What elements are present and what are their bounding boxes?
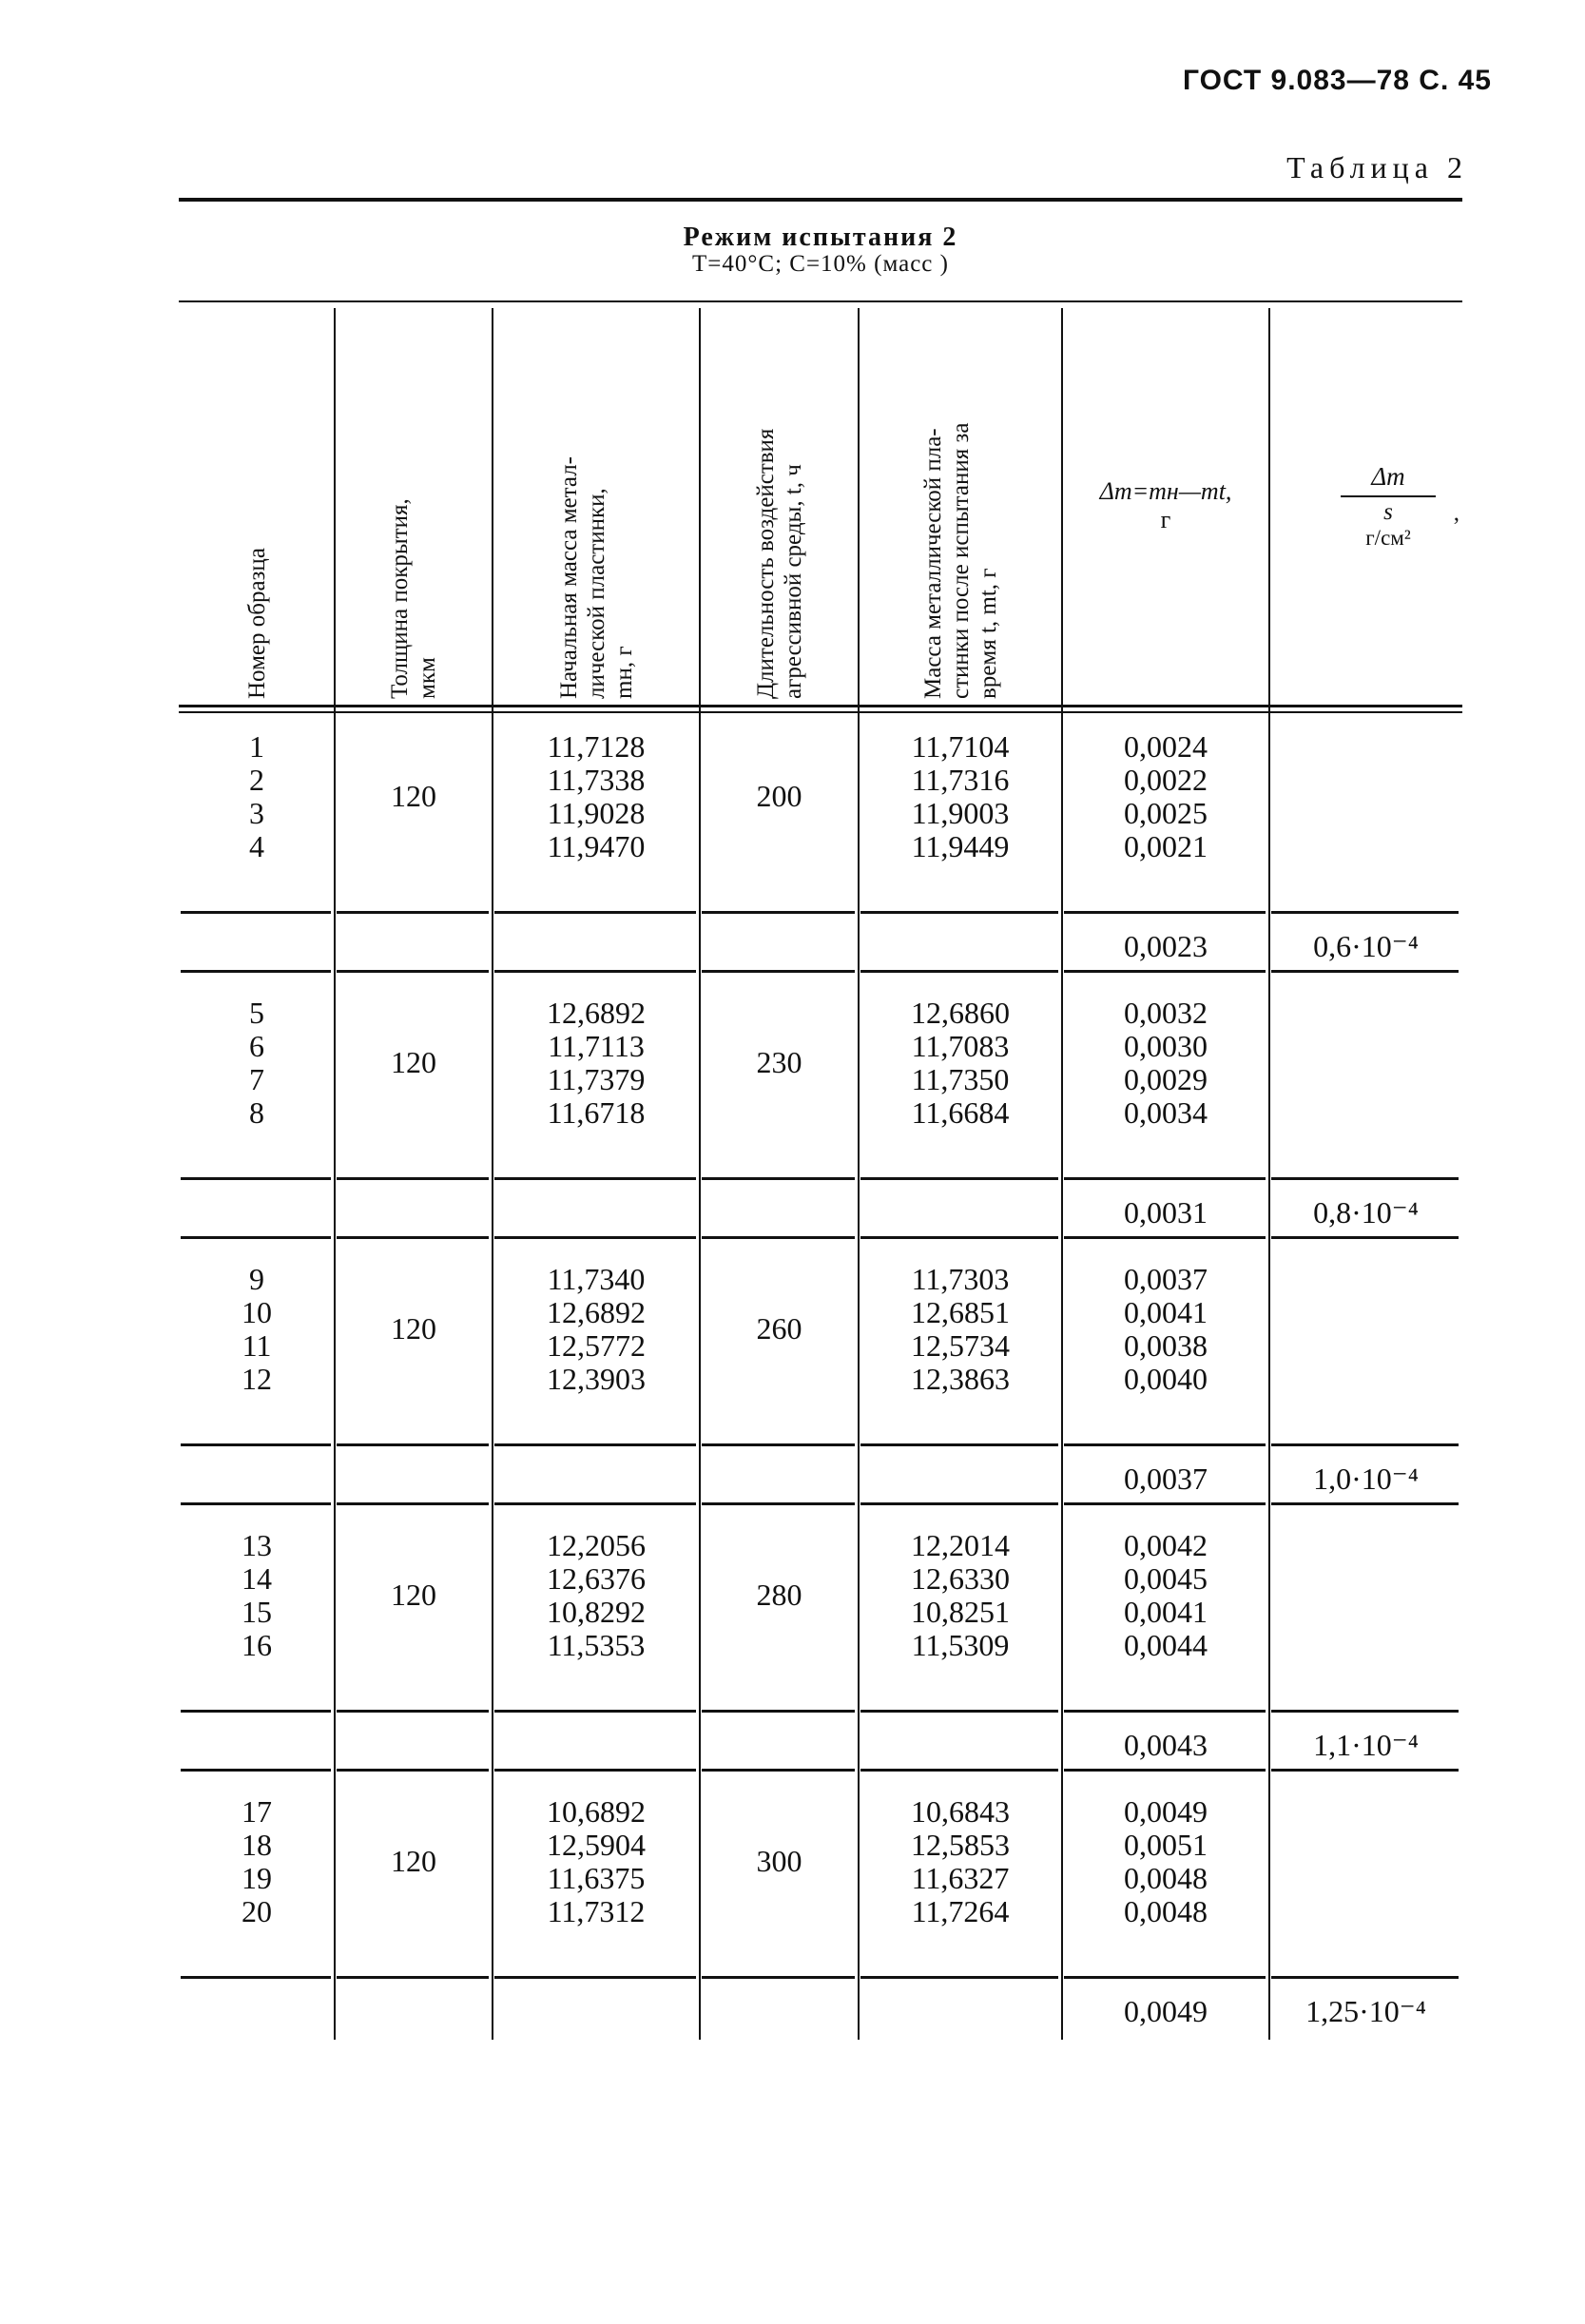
avg-rule: [337, 970, 489, 973]
group-rule: [1271, 1443, 1459, 1446]
header-specific-mass-loss: [1317, 462, 1459, 551]
exposure-duration: 260: [756, 1311, 802, 1346]
top-rule: [179, 198, 1462, 202]
avg-rule: [337, 1236, 489, 1239]
initial-mass: 11,9470: [547, 829, 646, 863]
mode-title: Режим испытания 2: [683, 223, 958, 252]
header-initial-mass: [555, 456, 638, 699]
initial-mass: 10,8292: [547, 1595, 646, 1629]
header-ratio-numerator: Δm: [1371, 462, 1405, 491]
sample-number: 9: [249, 1262, 264, 1296]
avg-rule: [1064, 1769, 1266, 1772]
group-rule: [1271, 911, 1459, 914]
mass-after-test: 10,6843: [911, 1794, 1010, 1829]
group-rule: [494, 1710, 696, 1713]
group-rule: [1064, 911, 1266, 914]
header-exposure-duration-line: Длительность воздействия: [752, 428, 779, 699]
group-rule: [860, 1177, 1058, 1180]
exposure-duration: 300: [756, 1844, 802, 1878]
sample-number: 11: [242, 1328, 272, 1363]
coating-thickness: 120: [391, 779, 436, 813]
mass-loss: 0,0048: [1124, 1894, 1208, 1928]
specific-mass-loss: 0,6·10⁻⁴: [1313, 929, 1419, 963]
mass-after-test: 11,9449: [911, 829, 1010, 863]
mass-loss: 0,0042: [1124, 1528, 1208, 1562]
mass-after-test: 10,8251: [911, 1595, 1010, 1629]
avg-rule: [181, 1502, 331, 1505]
avg-rule: [702, 1769, 855, 1772]
mass-loss-average: 0,0049: [1124, 1994, 1208, 2028]
initial-mass: 12,2056: [547, 1528, 646, 1562]
avg-rule: [181, 1236, 331, 1239]
mass-loss-average: 0,0031: [1124, 1195, 1208, 1230]
avg-rule: [181, 1769, 331, 1772]
header-mass-after-test-line: время t, mt, г: [975, 568, 1001, 699]
mass-loss: 0,0032: [1124, 996, 1208, 1030]
column-divider: [334, 308, 336, 2040]
initial-mass: 11,6718: [547, 1095, 646, 1130]
avg-rule: [181, 970, 331, 973]
header-coating-thickness-line: мкм: [415, 657, 440, 699]
group-rule: [702, 1177, 855, 1180]
group-rule: [494, 1976, 696, 1979]
initial-mass: 11,7128: [547, 729, 646, 764]
mass-after-test: 11,5309: [911, 1628, 1010, 1662]
group-rule: [337, 1976, 489, 1979]
avg-rule: [494, 1769, 696, 1772]
avg-rule: [1271, 1769, 1459, 1772]
page-header: ГОСТ 9.083—78 С. 45: [1182, 65, 1492, 96]
mass-loss: 0,0049: [1124, 1794, 1208, 1829]
mass-loss: 0,0021: [1124, 829, 1208, 863]
avg-rule: [860, 1502, 1058, 1505]
header-sample-number: Номер образца: [243, 548, 270, 699]
sample-number: 20: [242, 1894, 272, 1928]
group-rule: [1271, 1177, 1459, 1180]
header-mass-after-test-line: Масса металлической пла-: [919, 428, 946, 699]
sample-number: 2: [249, 763, 264, 797]
header-mass-loss: [1062, 477, 1269, 534]
mass-loss: 0,0045: [1124, 1561, 1208, 1596]
group-rule: [1271, 1976, 1459, 1979]
avg-rule: [494, 1236, 696, 1239]
sample-number: 16: [242, 1628, 272, 1662]
header-initial-mass-line: лической пластинки,: [583, 488, 609, 699]
initial-mass: 11,6375: [547, 1861, 646, 1895]
specific-mass-loss: 0,8·10⁻⁴: [1313, 1195, 1419, 1230]
mass-loss-average: 0,0043: [1124, 1728, 1208, 1762]
column-divider: [858, 308, 860, 2040]
sample-number: 17: [242, 1794, 272, 1829]
sample-number: 19: [242, 1861, 272, 1895]
group-rule: [494, 1177, 696, 1180]
avg-rule: [702, 1236, 855, 1239]
sample-number: 13: [242, 1528, 272, 1562]
fraction-bar: [1341, 495, 1436, 497]
mass-after-test: 12,5734: [911, 1328, 1010, 1363]
mass-loss-average: 0,0037: [1124, 1462, 1208, 1496]
group-rule: [1271, 1710, 1459, 1713]
group-rule: [337, 1710, 489, 1713]
mass-loss: 0,0029: [1124, 1062, 1208, 1096]
initial-mass: 10,6892: [547, 1794, 646, 1829]
initial-mass: 12,6892: [547, 996, 646, 1030]
mass-after-test: 12,6851: [911, 1295, 1010, 1329]
group-rule: [181, 1443, 331, 1446]
column-divider: [1061, 308, 1063, 2040]
sample-number: 18: [242, 1828, 272, 1862]
header-exposure-duration: [752, 429, 807, 699]
initial-mass: 12,5904: [547, 1828, 646, 1862]
mass-loss: 0,0025: [1124, 796, 1208, 830]
group-rule: [702, 1976, 855, 1979]
coating-thickness: 120: [391, 1578, 436, 1612]
mass-after-test: 12,6330: [911, 1561, 1010, 1596]
avg-rule: [1271, 970, 1459, 973]
avg-rule: [702, 1502, 855, 1505]
header-coating-thickness: [386, 498, 441, 699]
mass-after-test: 12,6860: [911, 996, 1010, 1030]
sample-number: 7: [249, 1062, 264, 1096]
header-ratio-denominator: s: [1383, 499, 1393, 525]
sample-number: 4: [249, 829, 264, 863]
column-divider: [492, 308, 493, 2040]
sample-number: 1: [249, 729, 264, 764]
column-divider: [699, 308, 701, 2040]
mass-loss-average: 0,0023: [1124, 929, 1208, 963]
mass-loss: 0,0040: [1124, 1362, 1208, 1396]
sample-number: 15: [242, 1595, 272, 1629]
group-rule: [181, 911, 331, 914]
mass-loss: 0,0030: [1124, 1029, 1208, 1063]
specific-mass-loss: 1,1·10⁻⁴: [1313, 1728, 1419, 1762]
mass-after-test: 12,3863: [911, 1362, 1010, 1396]
group-rule: [181, 1976, 331, 1979]
coating-thickness: 120: [391, 1311, 436, 1346]
avg-rule: [702, 970, 855, 973]
mass-after-test: 11,7316: [911, 763, 1010, 797]
group-rule: [337, 1443, 489, 1446]
header-mass-after-test: [919, 423, 1002, 699]
mass-after-test: 11,6684: [911, 1095, 1010, 1130]
mode-conditions: T=40°C; C=10% (масс ): [692, 251, 949, 277]
sample-number: 6: [249, 1029, 264, 1063]
avg-rule: [860, 1236, 1058, 1239]
mass-after-test: 11,7303: [911, 1262, 1010, 1296]
avg-rule: [494, 970, 696, 973]
mass-after-test: 11,6327: [911, 1861, 1010, 1895]
mass-loss: 0,0041: [1124, 1295, 1208, 1329]
header-rule: [179, 711, 1462, 713]
mass-loss: 0,0022: [1124, 763, 1208, 797]
initial-mass: 12,5772: [547, 1328, 646, 1363]
header-mass-after-test-line: стинки после испытания за: [947, 422, 974, 699]
mass-after-test: 11,9003: [911, 796, 1010, 830]
mass-loss: 0,0051: [1124, 1828, 1208, 1862]
initial-mass: 12,6892: [547, 1295, 646, 1329]
column-divider: [1268, 308, 1270, 2040]
initial-mass: 11,9028: [547, 796, 646, 830]
mass-after-test: 11,7264: [911, 1894, 1010, 1928]
mass-loss: 0,0041: [1124, 1595, 1208, 1629]
coating-thickness: 120: [391, 1844, 436, 1878]
group-rule: [1064, 1177, 1266, 1180]
sample-number: 12: [242, 1362, 272, 1396]
mass-after-test: 12,5853: [911, 1828, 1010, 1862]
group-rule: [702, 911, 855, 914]
avg-rule: [1064, 1236, 1266, 1239]
initial-mass: 11,7312: [547, 1894, 646, 1928]
group-rule: [860, 911, 1058, 914]
header-initial-mass-line: Начальная масса метал-: [555, 456, 582, 699]
group-rule: [702, 1710, 855, 1713]
initial-mass: 11,5353: [547, 1628, 646, 1662]
coating-thickness: 120: [391, 1045, 436, 1079]
header-exposure-duration-line: агрессивной среды, t, ч: [780, 464, 806, 699]
header-ratio-comma: ,: [1453, 500, 1459, 526]
initial-mass: 11,7379: [547, 1062, 646, 1096]
mass-loss: 0,0044: [1124, 1628, 1208, 1662]
exposure-duration: 200: [756, 779, 802, 813]
mass-loss: 0,0048: [1124, 1861, 1208, 1895]
initial-mass: 12,3903: [547, 1362, 646, 1396]
sample-number: 14: [242, 1561, 272, 1596]
group-rule: [860, 1710, 1058, 1713]
exposure-duration: 230: [756, 1045, 802, 1079]
header-mass-loss-formula: Δm=mн—mt,: [1099, 477, 1232, 505]
exposure-duration: 280: [756, 1578, 802, 1612]
avg-rule: [860, 1769, 1058, 1772]
sample-number: 8: [249, 1095, 264, 1130]
sample-number: 3: [249, 796, 264, 830]
mass-loss: 0,0024: [1124, 729, 1208, 764]
mass-loss: 0,0034: [1124, 1095, 1208, 1130]
group-rule: [494, 911, 696, 914]
group-rule: [1064, 1710, 1266, 1713]
initial-mass: 12,6376: [547, 1561, 646, 1596]
mass-loss: 0,0038: [1124, 1328, 1208, 1363]
mass-after-test: 11,7350: [911, 1062, 1010, 1096]
header-coating-thickness-line: Толщина покрытия,: [387, 498, 413, 699]
mass-after-test: 11,7083: [911, 1029, 1010, 1063]
avg-rule: [1064, 1502, 1266, 1505]
group-rule: [181, 1177, 331, 1180]
avg-rule: [337, 1769, 489, 1772]
group-rule: [1064, 1443, 1266, 1446]
group-rule: [181, 1710, 331, 1713]
avg-rule: [1064, 970, 1266, 973]
mass-loss: 0,0037: [1124, 1262, 1208, 1296]
group-rule: [337, 1177, 489, 1180]
table-label: Таблица 2: [1286, 150, 1468, 184]
specific-mass-loss: 1,0·10⁻⁴: [1313, 1462, 1419, 1496]
avg-rule: [494, 1502, 696, 1505]
avg-rule: [860, 970, 1058, 973]
avg-rule: [1271, 1236, 1459, 1239]
group-rule: [860, 1976, 1058, 1979]
group-rule: [860, 1443, 1058, 1446]
header-initial-mass-line: mн, г: [610, 646, 637, 699]
initial-mass: 11,7338: [547, 763, 646, 797]
group-rule: [494, 1443, 696, 1446]
header-ratio-unit: г/см²: [1365, 526, 1411, 550]
avg-rule: [1271, 1502, 1459, 1505]
group-rule: [1064, 1976, 1266, 1979]
mass-after-test: 12,2014: [911, 1528, 1010, 1562]
mass-after-test: 11,7104: [911, 729, 1010, 764]
sample-number: 10: [242, 1295, 272, 1329]
sample-number: 5: [249, 996, 264, 1030]
header-rule: [179, 705, 1462, 707]
avg-rule: [337, 1502, 489, 1505]
group-rule: [702, 1443, 855, 1446]
initial-mass: 11,7113: [548, 1029, 645, 1063]
initial-mass: 11,7340: [547, 1262, 646, 1296]
specific-mass-loss: 1,25·10⁻⁴: [1305, 1994, 1426, 2028]
group-rule: [337, 911, 489, 914]
mode-rule: [179, 300, 1462, 302]
header-mass-loss-unit: г: [1160, 506, 1171, 533]
